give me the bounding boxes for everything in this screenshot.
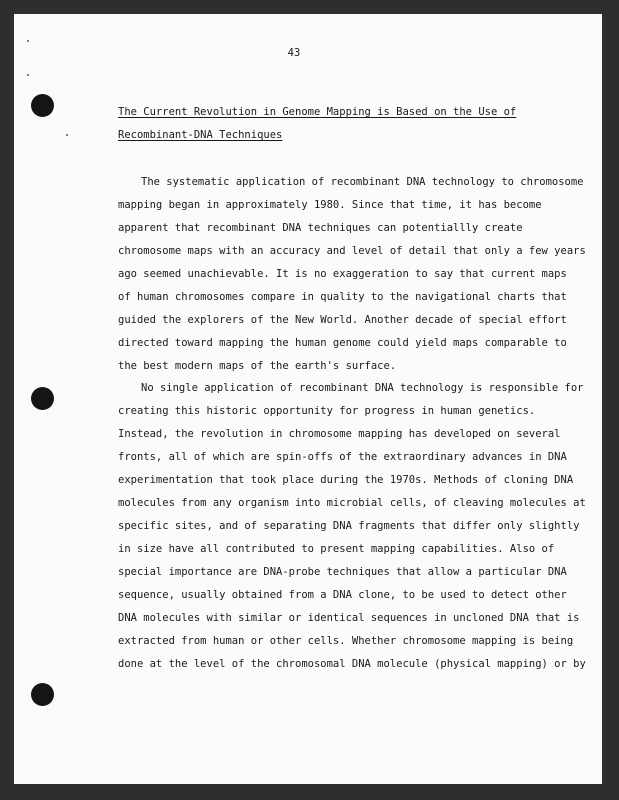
paragraph-1-line: ago seemed unachievable. It is no exaggeration to say that current maps [118, 268, 567, 280]
paragraph-1-line: mapping began in approximately 1980. Since that time, it has become [118, 199, 542, 211]
paragraph-2-line: extracted from human or other cells. Whether chromosome mapping is being [118, 635, 574, 647]
section-heading-line-2: Recombinant-DNA Techniques [118, 129, 283, 141]
paragraph-1-line: apparent that recombinant DNA techniques can potentiallly create [118, 222, 523, 234]
paragraph-1-line: of human chromosomes compare in quality to the navigational charts that [118, 291, 567, 303]
paragraph-2-line: sequence, usually obtained from a DNA clone, to be used to detect other [118, 589, 567, 601]
paragraph-2-line: done at the level of the chromosomal DNA molecule (physical mapping) or by [118, 658, 586, 670]
paragraph-2-line: experimentation that took place during the 1970s. Methods of cloning DNA [118, 474, 574, 486]
paragraph-2-line: in size have all contributed to present mapping capabilities. Also of [118, 543, 555, 555]
punch-hole-bottom [31, 683, 54, 706]
paragraph-2-line: creating this historic opportunity for progress in human genetics. [118, 405, 536, 417]
paragraph-2-line: specific sites, and of separating DNA fragments that differ only slightly [118, 520, 580, 532]
paragraph-2-line: molecules from any organism into microbial cells, of cleaving molecules at [118, 497, 586, 509]
paragraph-1-line: guided the explorers of the New World. Another decade of special effort [118, 314, 567, 326]
paragraph-2-line: special importance are DNA-probe techniques that allow a particular DNA [118, 566, 567, 578]
paragraph-2-line: DNA molecules with similar or identical sequences in uncloned DNA that is [118, 612, 580, 624]
paragraph-2-line: fronts, all of which are spin-offs of the extraordinary advances in DNA [118, 451, 567, 463]
punch-hole-middle [31, 387, 54, 410]
paragraph-1-line: The systematic application of recombinant DNA technology to chromosome [141, 176, 584, 188]
scan-speck [66, 134, 68, 136]
paragraph-1-line: the best modern maps of the earth's surface. [118, 360, 397, 372]
section-heading-line-1: The Current Revolution in Genome Mapping is Based on the Use of [118, 106, 517, 118]
scan-speck [27, 40, 29, 42]
paragraph-2-line: Instead, the revolution in chromosome mapping has developed on several [118, 428, 561, 440]
paragraph-2-line: No single application of recombinant DNA technology is responsible for [141, 382, 584, 394]
paragraph-1-line: chromosome maps with an accuracy and level of detail that only a few years [118, 245, 586, 257]
punch-hole-top [31, 94, 54, 117]
page-number: 43 [287, 47, 301, 59]
paragraph-1-line: directed toward mapping the human genome could yield maps comparable to [118, 337, 567, 349]
scan-speck [27, 74, 29, 76]
